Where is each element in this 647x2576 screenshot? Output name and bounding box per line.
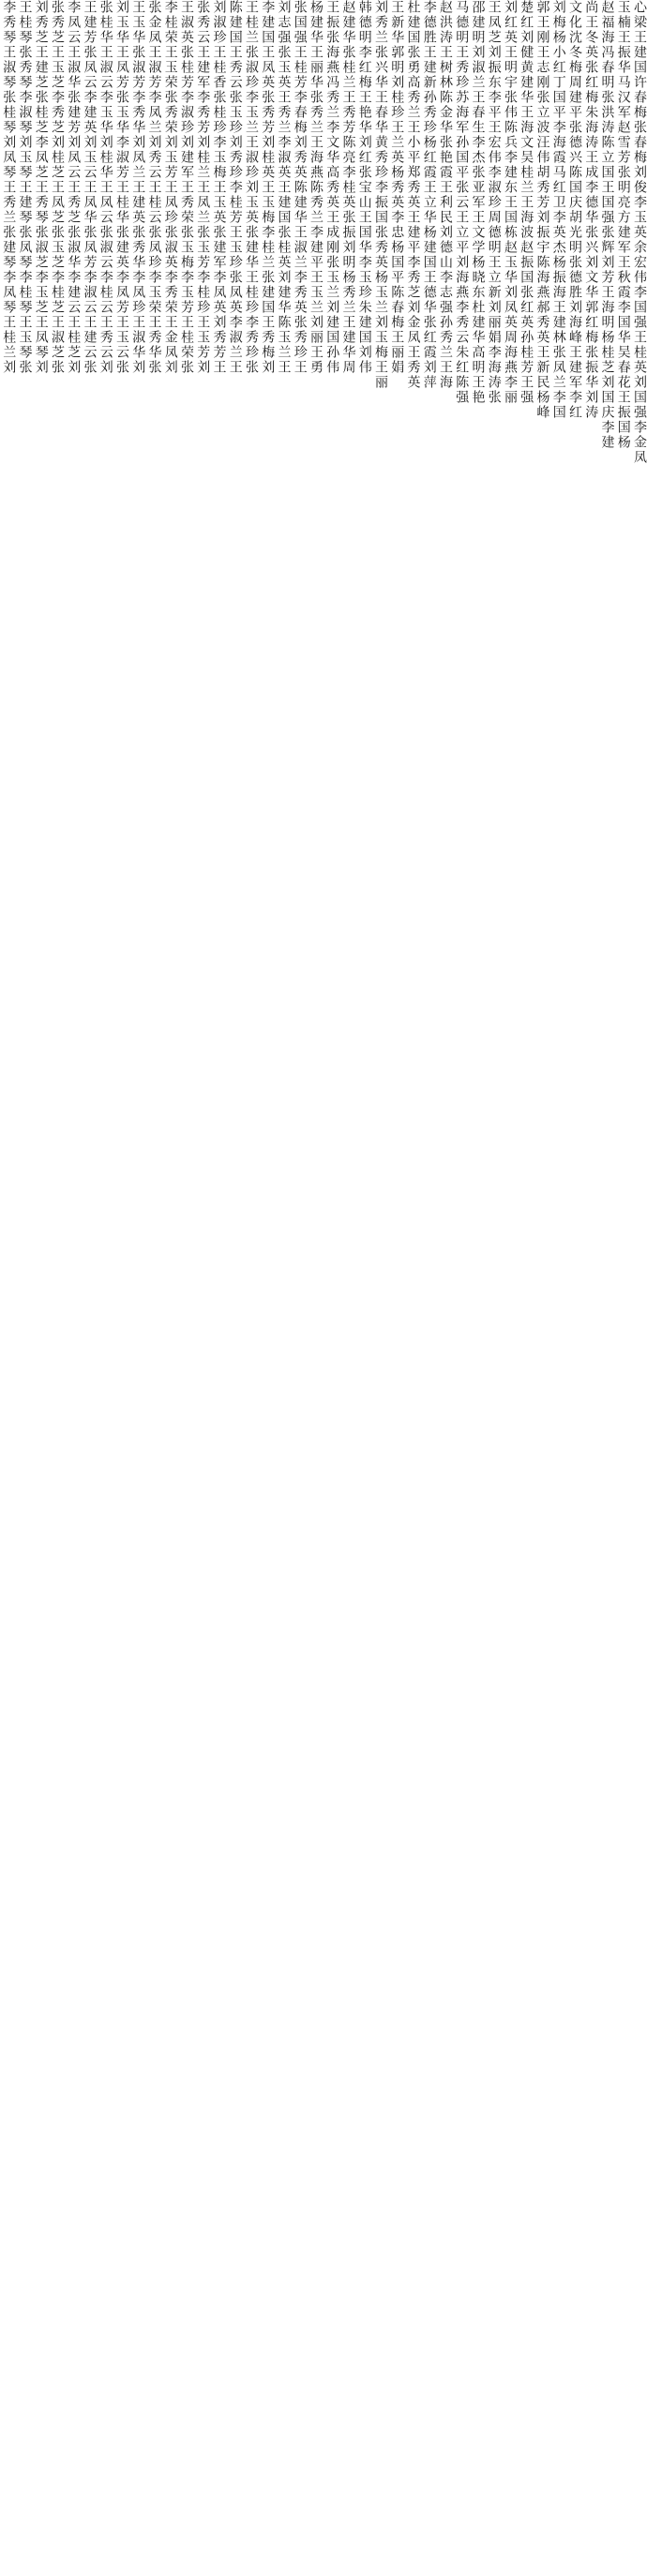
name-column: 刘秀芝王建芝张桂芝李凤芝王秀琴张淑芝李玉芝王凤琴刘 bbox=[33, 0, 49, 375]
name-column: 邵建明刘淑兰王春生李杰张亚军王文学杨晓东杜建华高明王艳 bbox=[470, 0, 486, 405]
name-column: 文化沈冬梅周建平张德兴陈国庆胡光明张德胜刘海峰王建军李红 bbox=[567, 0, 582, 420]
name-column: 王玉华张淑芳李秀华刘凤兰王建英张秀华李凤珍王淑华刘 bbox=[130, 0, 146, 375]
name-column: 杨建华王丽华张秀兰王海燕陈秀兰李建平王玉兰刘丽王勇 bbox=[308, 0, 324, 375]
name-column: 张秀芝王玉芝李秀芝刘桂芝王凤芝张玉芝李桂芝王淑芝张 bbox=[50, 0, 65, 375]
name-column: 韩德明李红梅王艳华刘红张宝山王国华李玉珍朱建国刘伟 bbox=[356, 0, 372, 375]
name-column: 心梁王建国许春梅张春梅刘俊李玉英余宏伟李国强王桂英刘国强李金凤 bbox=[632, 0, 647, 465]
name-column: 张国强王桂芳李春梅刘秀英陈建华王淑兰李秀英张秀珍王 bbox=[292, 0, 308, 375]
name-column: 楚红刘健黄建华王海文吴桂兰王海波赵振国张红英孙桂芳王强 bbox=[519, 0, 534, 405]
name-column: 陈建国王秀云张玉珍刘秀珍李桂芳王玉珍张凤英李淑兰王 bbox=[227, 0, 243, 375]
name-column: 刘梅杨小红丁国平李海霞马红卫李英杰杨振海王建林张凤兰李国 bbox=[550, 0, 566, 420]
name-column: 王淑英张桂芳李淑珍刘建军王秀荣张玉梅李玉芳王桂荣张 bbox=[179, 0, 194, 375]
name-column: 杜建国张勇高秀兰王小平郑秀英王建平李秀芝刘金凤王秀英 bbox=[405, 0, 421, 390]
name-column: 刘志强张玉英王秀兰李淑英王建国张桂英刘建华陈玉兰王 bbox=[276, 0, 292, 375]
name-column: 李建国王凤英张秀芳刘桂英王玉梅李桂兰张建国王秀梅刘 bbox=[260, 0, 276, 375]
name-column: 李桂荣王玉荣张秀荣刘玉芳王凤珍张淑英李秀荣王金凤刘 bbox=[162, 0, 178, 375]
name-column: 刘玉华王凤芳张玉华李淑芳王桂华张建英李凤芳王玉云张 bbox=[114, 0, 129, 375]
name-column: 赵福海冯春明张洪涛陈立国王国强张辉刘芳王海明杨桂芝刘国庆李建 bbox=[599, 0, 615, 450]
name-column: 赵洪涛王树林陈金华张艳霞王利民刘德山李志强孙秀兰王海 bbox=[438, 0, 453, 390]
name-column: 刘红英王明宇张伟陈兵李建东王国栋赵玉华刘凤英周海燕李丽 bbox=[503, 0, 518, 405]
name-column: 李德胜王建新孙秀珍杨红霞王立华杨建国王德华张红霞刘萍 bbox=[421, 0, 437, 390]
name-column: 王振张海燕冯秀兰李文华高秀英王成刚张玉兰刘建国孙伟 bbox=[324, 0, 340, 375]
name-column: 王新华郭明刘桂珍王兰英杨秀英李忠杨国平陈春梅王丽娟 bbox=[389, 0, 405, 375]
name-column: 李凤云王淑华张建芳刘凤云王秀芝张淑华李建云王桂芝刘 bbox=[66, 0, 82, 375]
name-column: 刘秀兰张兴华王春华黄秀珍李振国张秀英杨玉兰刘玉梅王丽 bbox=[373, 0, 388, 390]
name-column: 王建芳张凤云李建英刘玉云王凤华张凤芳李淑云王建云张 bbox=[82, 0, 98, 375]
name-column: 王桂兰张淑珍李玉兰王淑珍刘玉英张建华王桂珍李秀珍张 bbox=[244, 0, 259, 375]
name-column: 赵建华张桂兰王秀芳陈亮李桂英张振刘明杨秀兰王建华周 bbox=[340, 0, 356, 375]
name-column: 玉楠王振华马汉军赵雪芳张明亮方建军王秋霞李国华吴春花王振国杨 bbox=[615, 0, 631, 450]
name-column: 张桂华王淑云李玉华刘桂华王凤云张淑云李桂云王秀云刘 bbox=[98, 0, 113, 375]
name-column: 刘淑珍王桂香张桂珍李玉梅王玉英张建军李凤英刘秀芳王 bbox=[211, 0, 227, 375]
name-column: 王桂琴张秀琴李淑琴刘玉琴王建琴张凤琴李桂琴王玉琴张 bbox=[17, 0, 33, 375]
name-column: 郭王刚王志刚张立波汪伟胡秀芳刘振宇陈海燕郝秀英王新民杨峰 bbox=[534, 0, 550, 420]
name-column: 王凤芝刘振东李平王宏伟李淑珍周德明王立新刘丽娟李海涛张 bbox=[486, 0, 502, 405]
name-column: 李秀琴王淑琴张桂琴刘凤琴王秀兰张建琴李凤琴王桂兰刘 bbox=[1, 0, 17, 375]
name-column: 张秀云王建军李秀芳刘桂兰王凤兰张玉芳李桂珍王玉芳刘 bbox=[195, 0, 211, 375]
name-column: 马德明王秀珍苏海军孙国平张云王立平刘海燕李秀云朱红陈强 bbox=[454, 0, 470, 405]
name-column: 张金凤王淑芳李凤兰刘秀云王桂云张凤珍李玉荣王秀华张 bbox=[146, 0, 162, 375]
name-column: 尚王冬英张红梅朱海涛王成李德华张兴刘文华郭红梅张振华刘涛 bbox=[583, 0, 599, 420]
